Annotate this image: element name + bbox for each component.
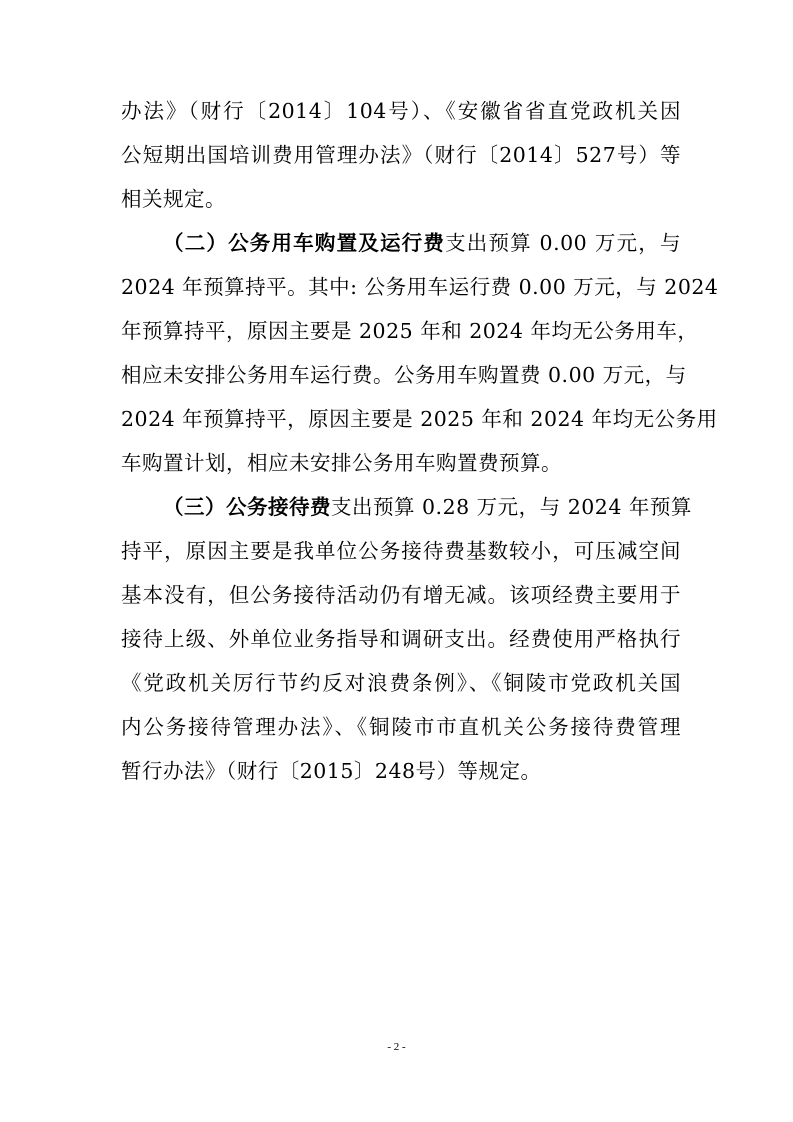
paragraph-line: 相应未安排公务用车运行费。公务用车购置费 0.00 万元，与 (121, 363, 687, 387)
paragraph-line: 接待上级、外单位业务指导和调研支出。经费使用严格执行 (121, 627, 681, 651)
paragraph-line: 2024 年预算持平。其中: 公务用车运行费 0.00 万元，与 2024 (121, 275, 719, 299)
paragraph-text: 支出预算 0.28 万元，与 2024 年预算 (331, 495, 692, 519)
paragraph-line: 2024 年预算持平，原因主要是 2025 年和 2024 年均无公务用 (121, 407, 718, 431)
paragraph-first-line (163, 221, 681, 265)
paragraph-text: 支出预算 0.00 万元，与 (445, 231, 682, 255)
paragraph-line: 车购置计划，相应未安排公务用车购置费预算。 (121, 451, 562, 475)
paragraph-line: 办法》（财行〔2014〕104号）、《安徽省省直党政机关因 (121, 99, 681, 123)
paragraph-first-line (163, 485, 692, 529)
paragraph-line: 基本没有，但公务接待活动仍有增无减。该项经费主要用于 (121, 583, 681, 607)
paragraph-line: 内公务接待管理办法》、《铜陵市市直机关公务接待费管理 (121, 715, 681, 739)
paragraph-line: 年预算持平，原因主要是 2025 年和 2024 年均无公务用车， (121, 319, 699, 343)
paragraph-line: 《党政机关厉行节约反对浪费条例》、《铜陵市党政机关国 (121, 671, 681, 695)
paragraph-line: 持平，原因主要是我单位公务接待费基数较小，可压减空间 (121, 539, 681, 563)
section-heading: （三）公务接待费 (163, 495, 331, 519)
section-heading: （二）公务用车购置及运行费 (163, 231, 446, 255)
paragraph-line: 公短期出国培训费用管理办法》（财行〔2014〕527号）等 (121, 143, 681, 167)
paragraph-line: 相关规定。 (121, 187, 226, 211)
page-number: - 2 - (387, 1041, 406, 1053)
paragraph-line: 暂行办法》（财行〔2015〕248号）等规定。 (121, 759, 542, 783)
